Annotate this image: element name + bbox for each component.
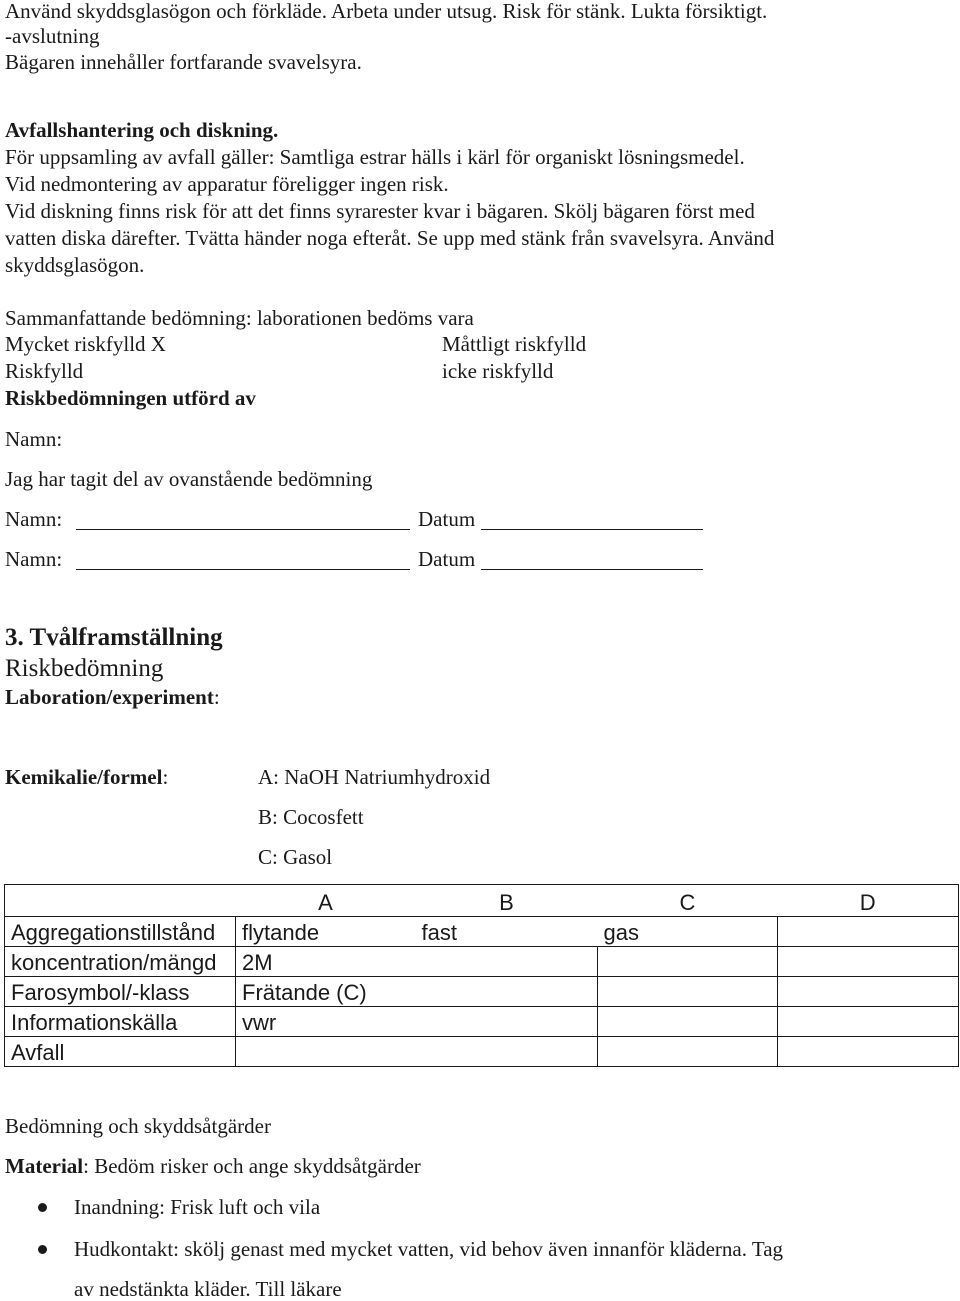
option-not-risky: icke riskfylld (442, 359, 554, 383)
cell-b (416, 947, 598, 977)
waste-line-2: Vid nedmontering av apparatur föreligger ingen risk. (5, 172, 449, 196)
cell-d (778, 977, 959, 1007)
table-row (5, 977, 959, 1007)
cell-d (778, 947, 959, 977)
cell-c (598, 947, 778, 977)
material-label: Material (5, 1154, 84, 1178)
cell-c (598, 1037, 778, 1067)
cell-c (598, 977, 778, 1007)
performed-by-label: Riskbedömningen utförd av (5, 386, 256, 410)
section-title: 3. Tvålframställning (5, 624, 223, 651)
cell-b (416, 1037, 598, 1067)
waste-line-5: skyddsglasögon. (5, 253, 145, 277)
signature-name-line-1 (76, 529, 410, 530)
intro-line-3: Bägaren innehåller fortfarande svavelsyra. (5, 50, 362, 74)
cell-b: fast (416, 917, 598, 947)
table-header-corner (5, 885, 236, 917)
signature-date-label-1: Datum (418, 507, 476, 531)
intro-line-2: -avslutning (5, 24, 100, 48)
row-label: Avfall (5, 1037, 236, 1067)
signature-date-line-1 (481, 529, 703, 530)
signature-name-label-1: Namn: (5, 507, 63, 531)
material-text: : Bedöm risker och ange skyddsåtgärder (83, 1154, 421, 1178)
cell-c: gas (598, 917, 778, 947)
row-label: koncentration/mängd (5, 947, 236, 977)
chemical-label-text: Kemikalie/formel (5, 765, 163, 789)
bullet-inhalation: Inandning: Frisk luft och vila (74, 1195, 321, 1219)
cell-c (598, 1007, 778, 1037)
cell-a: Frätande (C) (236, 977, 416, 1007)
row-label: Farosymbol/-klass (5, 977, 236, 1007)
cell-d (778, 1007, 959, 1037)
cell-a: 2M (236, 947, 416, 977)
option-very-risky: Mycket riskfylld X (5, 332, 166, 356)
cell-a: flytande (236, 917, 416, 947)
table-row (5, 917, 959, 947)
option-risky: Riskfylld (5, 359, 84, 383)
bullet-skin-contact-line-2: av nedstänkta kläder. Till läkare (74, 1277, 342, 1301)
cell-d (778, 917, 959, 947)
waste-line-4: vatten diska därefter. Tvätta händer noga efteråt. Se upp med stänk från svavelsyra. Använd (5, 226, 775, 250)
lab-label (5, 687, 220, 708)
summary-intro: Sammanfattande bedömning: laborationen bedöms vara (5, 306, 474, 330)
cell-a (236, 1037, 416, 1067)
lab-label-colon: : (213, 685, 220, 709)
waste-heading: Avfallshantering och diskning. (5, 118, 279, 142)
table-row (5, 1037, 959, 1067)
name-label: Namn: (5, 427, 63, 451)
participated-label: Jag har tagit del av ovanstående bedömning (5, 467, 373, 491)
signature-date-line-2 (481, 569, 703, 570)
table-row (5, 1007, 959, 1037)
assessment-heading: Bedömning och skyddsåtgärder (5, 1114, 271, 1138)
table-header-row (5, 885, 959, 917)
cell-d (778, 1037, 959, 1067)
intro-line-1: Använd skyddsglasögon och förkläde. Arbeta under utsug. Risk för stänk. Lukta försiktigt. (5, 0, 768, 23)
chemical-label-colon: : (162, 765, 169, 789)
table-row (5, 947, 959, 977)
waste-line-1: För uppsamling av avfall gäller: Samtliga estrar hälls i kärl för organiskt lösningsmedel. (5, 145, 745, 169)
bullet-icon (38, 1203, 47, 1212)
cell-a: vwr (236, 1007, 416, 1037)
chemical-c: C: Gasol (258, 845, 333, 869)
option-moderately-risky: Måttligt riskfylld (442, 332, 587, 356)
chemical-properties-table (4, 884, 959, 1067)
material-line (5, 1156, 421, 1177)
section-subtitle: Riskbedömning (5, 655, 164, 682)
waste-line-3: Vid diskning finns risk för att det finns syrarester kvar i bägaren. Skölj bägaren först med (5, 199, 755, 223)
row-label: Informationskälla (5, 1007, 236, 1037)
bullet-icon (38, 1245, 47, 1254)
column-header-d: D (778, 885, 959, 917)
cell-b (416, 1007, 598, 1037)
chemical-a: A: NaOH Natriumhydroxid (258, 765, 491, 789)
chemical-b: B: Cocosfett (258, 805, 364, 829)
column-header-a: A (318, 890, 333, 915)
signature-date-label-2: Datum (418, 547, 476, 571)
lab-label-text: Laboration/experiment (5, 685, 214, 709)
cell-b (416, 977, 598, 1007)
signature-name-line-2 (76, 569, 410, 570)
signature-name-label-2: Namn: (5, 547, 63, 571)
chemical-label (5, 767, 168, 788)
column-header-c: C (679, 890, 696, 915)
bullet-skin-contact-line-1: Hudkontakt: skölj genast med mycket vatten, vid behov även innanför kläderna. Tag (74, 1237, 784, 1261)
column-header-b: B (499, 890, 514, 915)
row-label: Aggregationstillstånd (5, 917, 236, 947)
